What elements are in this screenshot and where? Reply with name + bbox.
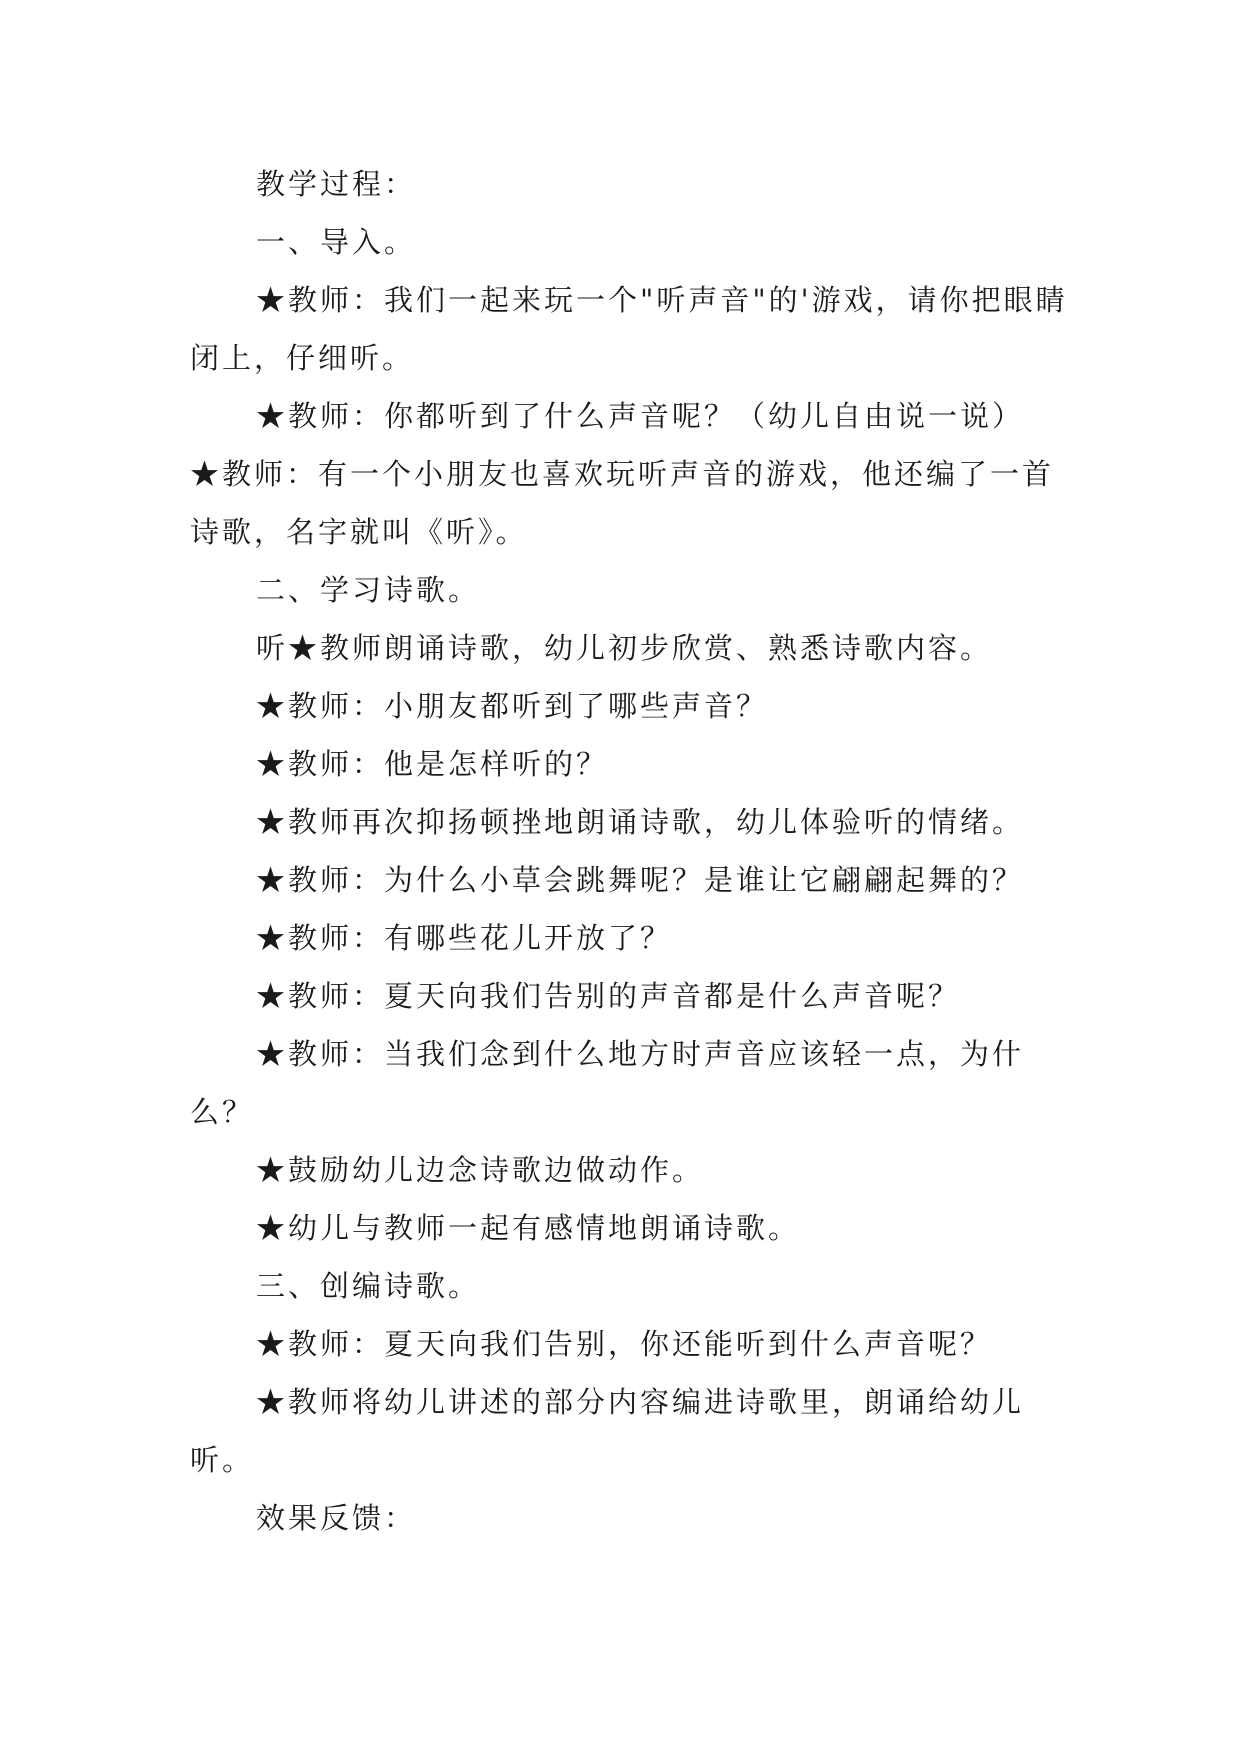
document-body xyxy=(190,155,1070,1547)
heading-feedback: 效果反馈： xyxy=(256,1501,417,1535)
paragraph: ★幼儿与教师一起有感情地朗诵诗歌。 xyxy=(256,1211,801,1245)
paragraph: ★教师：小朋友都听到了哪些声音？ xyxy=(256,689,769,723)
section-heading-learn-poem: 二、学习诗歌。 xyxy=(256,573,481,607)
paragraph: ★教师：有哪些花儿开放了？ xyxy=(256,921,673,955)
paragraph: ★鼓励幼儿边念诗歌边做动作。 xyxy=(256,1153,705,1187)
paragraph: ★教师将幼儿讲述的部分内容编进诗歌里，朗诵给幼儿听。 xyxy=(190,1385,1025,1477)
paragraph: ★教师：夏天向我们告别，你还能听到什么声音呢？ xyxy=(256,1327,993,1361)
heading-teaching-process: 教学过程： xyxy=(256,167,417,201)
paragraph: ★教师：当我们念到什么地方时声音应该轻一点，为什么？ xyxy=(190,1037,1025,1129)
paragraph: ★教师再次抑扬顿挫地朗诵诗歌，幼儿体验听的情绪。 xyxy=(256,805,1025,839)
section-heading-intro: 一、导入。 xyxy=(256,225,417,259)
section-heading-create-poem: 三、创编诗歌。 xyxy=(256,1269,481,1303)
paragraph: 听★教师朗诵诗歌，幼儿初步欣赏、熟悉诗歌内容。 xyxy=(256,631,993,665)
paragraph: ★教师：为什么小草会跳舞呢？是谁让它翩翩起舞的？ xyxy=(256,863,1025,897)
paragraph: ★教师：有一个小朋友也喜欢玩听声音的游戏，他还编了一首诗歌，名字就叫《听》。 xyxy=(190,457,1055,549)
paragraph: ★教师：他是怎样听的？ xyxy=(256,747,609,781)
paragraph: ★教师：我们一起来玩一个"听声音"的'游戏，请你把眼睛闭上，仔细听。 xyxy=(190,283,1068,375)
paragraph: ★教师：你都听到了什么声音呢？（幼儿自由说一说） xyxy=(256,399,1025,433)
paragraph: ★教师：夏天向我们告别的声音都是什么声音呢？ xyxy=(256,979,961,1013)
